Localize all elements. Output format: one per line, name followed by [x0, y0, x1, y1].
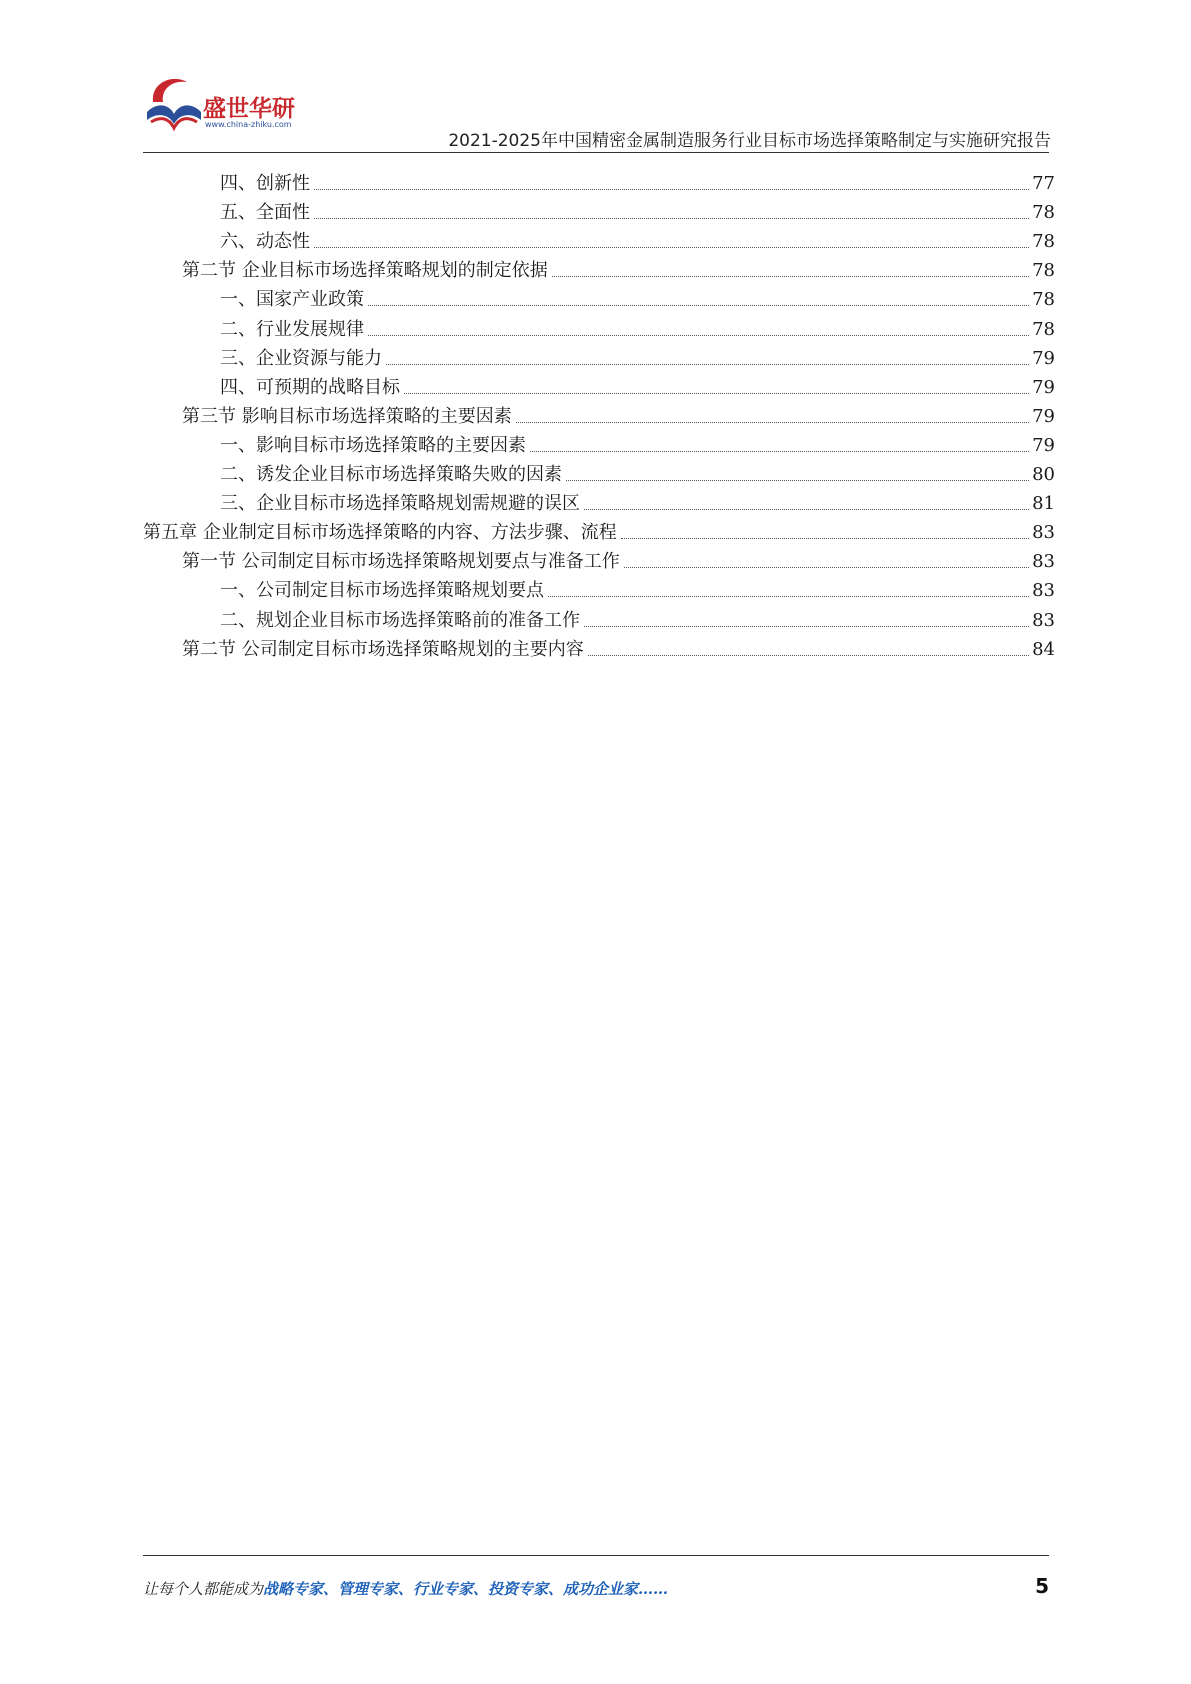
- toc-dot-leader: [621, 538, 1029, 539]
- toc-entry-page: 81: [1032, 493, 1055, 515]
- toc-entry[interactable]: [220, 280, 1055, 311]
- toc-entry[interactable]: [182, 630, 1055, 661]
- toc-entry-title: 二、行业发展规律: [220, 318, 364, 340]
- page-header: [0, 0, 1191, 150]
- toc-entry-page: 79: [1032, 405, 1055, 427]
- toc-entry[interactable]: [220, 339, 1055, 370]
- toc-entry-title: 三、企业资源与能力: [220, 347, 382, 369]
- toc-entry-page: 78: [1032, 260, 1055, 282]
- toc-entry[interactable]: [220, 601, 1055, 632]
- toc-entry[interactable]: [220, 164, 1055, 195]
- toc-entry-page: 83: [1032, 551, 1055, 573]
- logo-name: 盛世华研: [203, 96, 295, 122]
- toc-entry-page: 79: [1032, 347, 1055, 369]
- report-title: 2021-2025年中国精密金属制造服务行业目标市场选择策略制定与实施研究报告: [448, 131, 1051, 151]
- toc-entry-title: 一、国家产业政策: [220, 289, 364, 311]
- toc-entry-page: 78: [1032, 289, 1055, 311]
- toc-entry-title: 五、全面性: [220, 202, 310, 224]
- logo-url: www.china-zhiku.com: [205, 120, 292, 129]
- header-divider: [143, 152, 1049, 153]
- toc-entry[interactable]: [220, 455, 1055, 486]
- toc-entry-page: 79: [1032, 376, 1055, 398]
- toc-entry-title: 第五章 企业制定目标市场选择策略的内容、方法步骤、流程: [143, 522, 617, 544]
- toc-dot-leader: [588, 655, 1029, 656]
- toc-dot-leader: [368, 335, 1029, 336]
- toc-dot-leader: [624, 567, 1029, 568]
- toc-entry-title: 四、可预期的战略目标: [220, 376, 400, 398]
- toc-entry[interactable]: [182, 251, 1055, 282]
- footer-slogan-prefix: 让每个人都能成为: [143, 1580, 264, 1598]
- toc-dot-leader: [584, 509, 1029, 510]
- toc-entry[interactable]: [220, 368, 1055, 399]
- toc-entry-page: 83: [1032, 609, 1055, 631]
- company-logo: [143, 72, 318, 140]
- toc-entry-title: 第二节 企业目标市场选择策略规划的制定依据: [182, 260, 548, 282]
- toc-entry-page: 78: [1032, 318, 1055, 340]
- toc-dot-leader: [516, 422, 1029, 423]
- toc-entry-page: 77: [1032, 173, 1055, 194]
- toc-entry[interactable]: [220, 193, 1055, 224]
- page-number: 5: [1035, 1574, 1049, 1598]
- logo-book-icon: [143, 72, 205, 136]
- toc-entry[interactable]: [220, 484, 1055, 515]
- toc-entry-title: 二、规划企业目标市场选择策略前的准备工作: [220, 609, 580, 631]
- toc-entry-page: 83: [1032, 522, 1055, 544]
- toc-entry[interactable]: [182, 542, 1055, 573]
- toc-dot-leader: [530, 451, 1029, 452]
- toc-entry[interactable]: [220, 310, 1055, 341]
- toc-entry-title: 第二节 公司制定目标市场选择策略规划的主要内容: [182, 638, 584, 660]
- toc-entry-title: 六、动态性: [220, 231, 310, 253]
- toc-entry-page: 80: [1032, 464, 1055, 485]
- toc-entry-page: 84: [1032, 638, 1055, 660]
- toc-dot-leader: [552, 276, 1029, 277]
- toc-entry-page: 83: [1032, 580, 1055, 602]
- toc-entry-title: 三、企业目标市场选择策略规划需规避的误区: [220, 493, 580, 515]
- toc-dot-leader: [368, 305, 1029, 306]
- toc-entry-title: 一、公司制定目标市场选择策略规划要点: [220, 580, 544, 602]
- toc-dot-leader: [566, 480, 1029, 481]
- toc-entry-title: 二、诱发企业目标市场选择策略失败的因素: [220, 464, 562, 485]
- footer-slogan: [143, 1578, 668, 1599]
- toc-dot-leader: [386, 364, 1029, 365]
- toc-dot-leader: [314, 218, 1029, 219]
- toc-entry-title: 第三节 影响目标市场选择策略的主要因素: [182, 405, 512, 427]
- toc-dot-leader: [584, 626, 1029, 627]
- toc-entry-page: 78: [1032, 231, 1055, 253]
- toc-entry-title: 四、创新性: [220, 173, 310, 194]
- toc-dot-leader: [404, 393, 1029, 394]
- toc-entry[interactable]: [220, 571, 1055, 602]
- toc-entry-page: 78: [1032, 202, 1055, 224]
- toc-entry-title: 一、影响目标市场选择策略的主要因素: [220, 434, 526, 456]
- toc-dot-leader: [314, 189, 1029, 190]
- toc-entry[interactable]: [143, 513, 1055, 544]
- footer-divider: [143, 1555, 1049, 1556]
- toc-dot-leader: [314, 247, 1029, 248]
- toc-entry[interactable]: [220, 222, 1055, 253]
- toc-dot-leader: [548, 596, 1029, 597]
- toc-entry[interactable]: [182, 397, 1055, 428]
- toc-entry-page: 79: [1032, 434, 1055, 456]
- footer-slogan-highlight: 战略专家、管理专家、行业专家、投资专家、成功企业家……: [263, 1580, 669, 1598]
- toc-entry-title: 第一节 公司制定目标市场选择策略规划要点与准备工作: [182, 551, 620, 573]
- toc-entry[interactable]: [220, 426, 1055, 457]
